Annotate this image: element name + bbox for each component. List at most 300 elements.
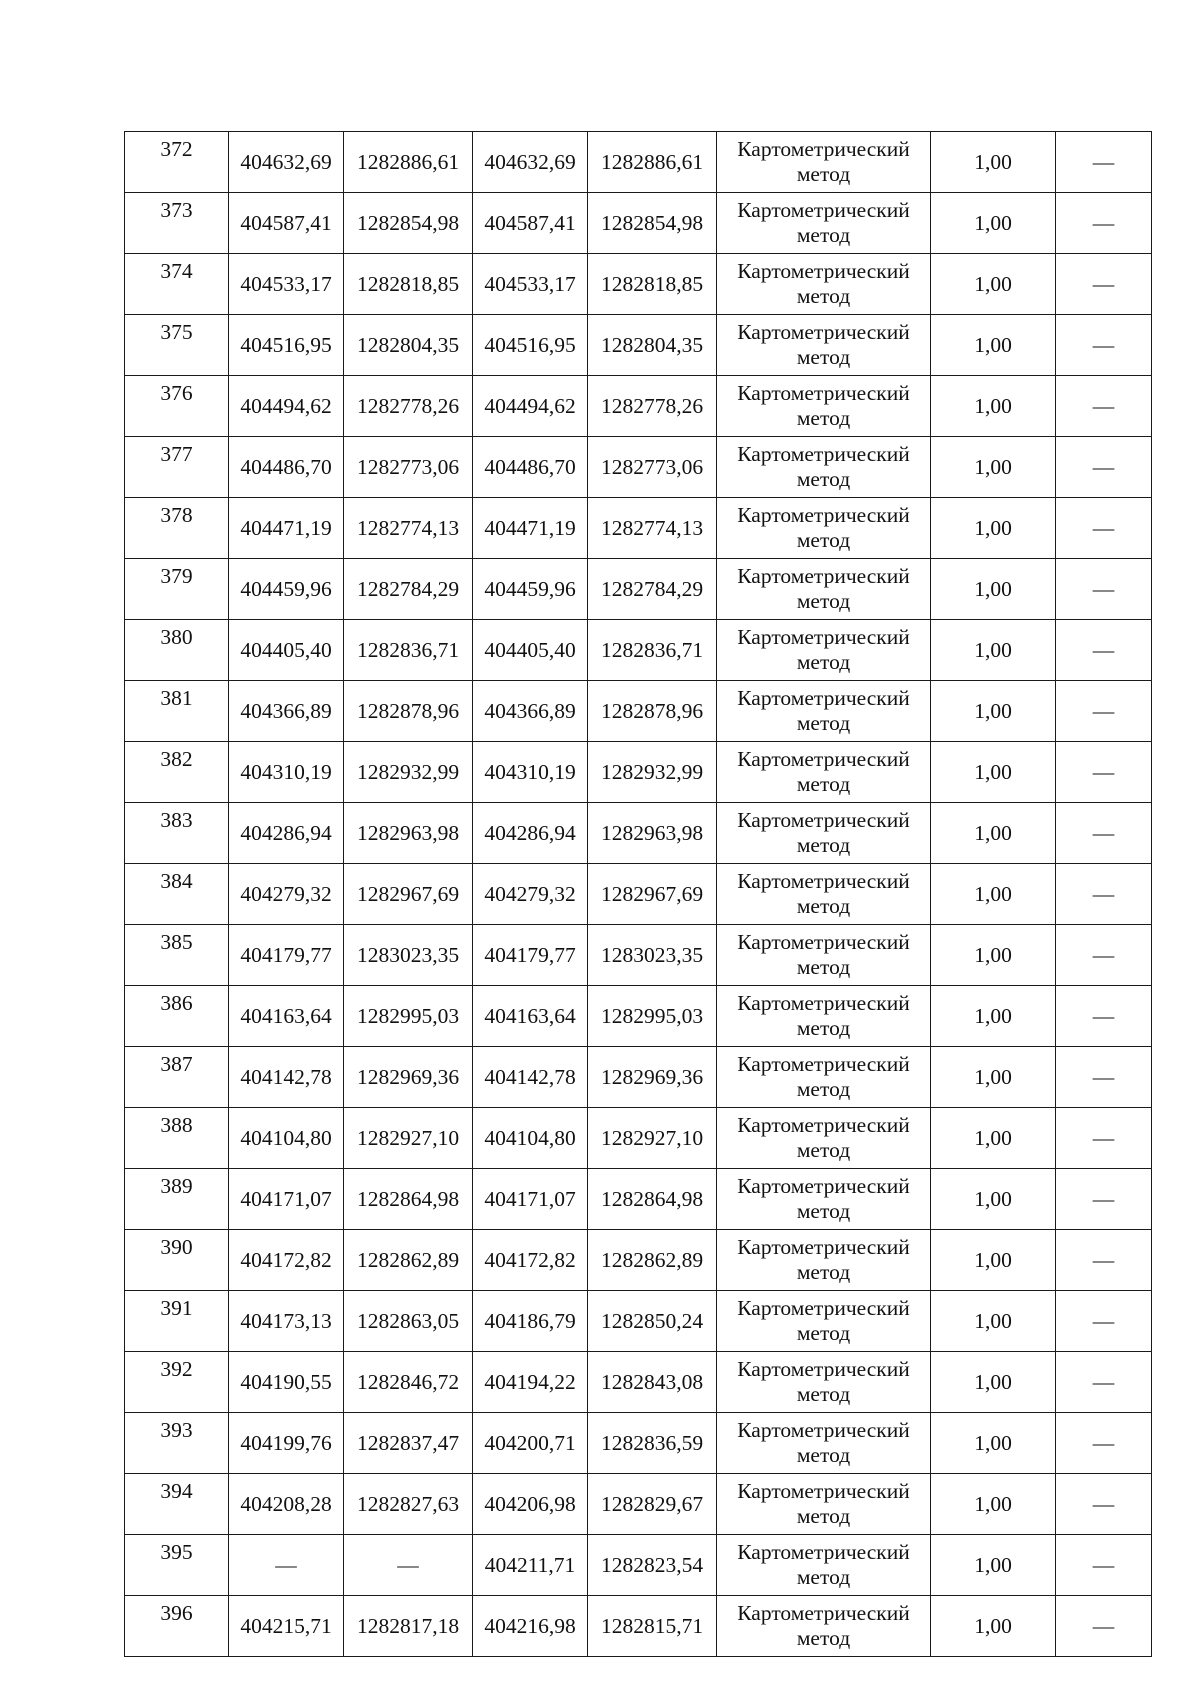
accuracy-cell: 1,00 — [931, 498, 1056, 559]
point-number-cell: 392 — [125, 1352, 229, 1413]
refined-y-cell: 1282878,96 — [588, 681, 717, 742]
existing-x-cell: 404179,77 — [229, 925, 344, 986]
method-cell — [717, 925, 931, 986]
existing-x-cell: 404163,64 — [229, 986, 344, 1047]
refined-x-cell: 404632,69 — [473, 132, 588, 193]
method-cell — [717, 681, 931, 742]
method-line-1: Картометрический — [737, 320, 910, 344]
accuracy-cell: 1,00 — [931, 620, 1056, 681]
method-line-1: Картометрический — [737, 869, 910, 893]
method-cell — [717, 1230, 931, 1291]
existing-x-cell: 404587,41 — [229, 193, 344, 254]
existing-y-cell: 1282804,35 — [344, 315, 473, 376]
refined-x-cell: 404186,79 — [473, 1291, 588, 1352]
table-row — [125, 1535, 1152, 1596]
table-row — [125, 1108, 1152, 1169]
existing-y-cell: 1282817,18 — [344, 1596, 473, 1657]
refined-y-cell: 1283023,35 — [588, 925, 717, 986]
refined-y-cell: 1282969,36 — [588, 1047, 717, 1108]
refined-x-cell: 404211,71 — [473, 1535, 588, 1596]
refined-x-cell: 404206,98 — [473, 1474, 588, 1535]
note-cell — [1056, 376, 1152, 437]
refined-x-cell: 404194,22 — [473, 1352, 588, 1413]
note-cell — [1056, 498, 1152, 559]
table-body — [125, 132, 1152, 1657]
refined-y-cell: 1282995,03 — [588, 986, 717, 1047]
method-line-2: метод — [796, 1016, 851, 1040]
existing-y-cell: 1282836,71 — [344, 620, 473, 681]
point-number-cell: 390 — [125, 1230, 229, 1291]
existing-x-cell: — — [229, 1535, 344, 1596]
refined-y-cell: 1282784,29 — [588, 559, 717, 620]
refined-x-cell: 404471,19 — [473, 498, 588, 559]
method-line-2: метод — [796, 1565, 851, 1589]
method-line-2: метод — [796, 1443, 851, 1467]
accuracy-cell: 1,00 — [931, 132, 1056, 193]
method-line-1: Картометрический — [737, 1540, 910, 1564]
method-line-2: метод — [796, 772, 851, 796]
note-value: — — [1092, 272, 1115, 296]
existing-x-cell: 404405,40 — [229, 620, 344, 681]
note-value: — — [1092, 821, 1115, 845]
existing-x-cell: 404486,70 — [229, 437, 344, 498]
accuracy-cell: 1,00 — [931, 1474, 1056, 1535]
method-cell — [717, 1291, 931, 1352]
note-value: — — [1092, 1370, 1115, 1394]
accuracy-cell: 1,00 — [931, 1291, 1056, 1352]
method-cell — [717, 193, 931, 254]
method-line-2: метод — [796, 528, 851, 552]
table-row — [125, 254, 1152, 315]
point-number-cell: 378 — [125, 498, 229, 559]
method-cell — [717, 1047, 931, 1108]
method-cell — [717, 1535, 931, 1596]
note-cell — [1056, 925, 1152, 986]
refined-y-cell: 1282823,54 — [588, 1535, 717, 1596]
point-number-cell: 382 — [125, 742, 229, 803]
accuracy-cell: 1,00 — [931, 864, 1056, 925]
refined-y-cell: 1282886,61 — [588, 132, 717, 193]
note-value: — — [1092, 211, 1115, 235]
refined-y-cell: 1282854,98 — [588, 193, 717, 254]
accuracy-cell: 1,00 — [931, 559, 1056, 620]
method-line-2: метод — [796, 589, 851, 613]
method-line-1: Картометрический — [737, 1174, 910, 1198]
table-row — [125, 986, 1152, 1047]
note-value: — — [1092, 882, 1115, 906]
method-line-2: метод — [796, 1260, 851, 1284]
refined-y-cell: 1282843,08 — [588, 1352, 717, 1413]
point-number-cell: 381 — [125, 681, 229, 742]
method-cell — [717, 498, 931, 559]
table-row — [125, 864, 1152, 925]
point-number-cell: 384 — [125, 864, 229, 925]
note-value: — — [1092, 1065, 1115, 1089]
method-line-1: Картометрический — [737, 1479, 910, 1503]
point-number-cell: 372 — [125, 132, 229, 193]
table-row — [125, 1169, 1152, 1230]
point-number-cell: 391 — [125, 1291, 229, 1352]
point-number-cell: 376 — [125, 376, 229, 437]
existing-y-cell: 1282778,26 — [344, 376, 473, 437]
note-cell — [1056, 1596, 1152, 1657]
note-value: — — [1092, 333, 1115, 357]
method-line-2: метод — [796, 223, 851, 247]
note-value: — — [1092, 455, 1115, 479]
method-cell — [717, 620, 931, 681]
note-cell — [1056, 193, 1152, 254]
existing-x-cell: 404494,62 — [229, 376, 344, 437]
existing-y-cell: 1282846,72 — [344, 1352, 473, 1413]
existing-x-cell: 404366,89 — [229, 681, 344, 742]
method-cell — [717, 437, 931, 498]
method-line-1: Картометрический — [737, 1418, 910, 1442]
refined-y-cell: 1282804,35 — [588, 315, 717, 376]
note-value: — — [1092, 699, 1115, 723]
existing-x-cell: 404279,32 — [229, 864, 344, 925]
refined-x-cell: 404587,41 — [473, 193, 588, 254]
method-line-1: Картометрический — [737, 625, 910, 649]
refined-x-cell: 404216,98 — [473, 1596, 588, 1657]
note-value: — — [1092, 1614, 1115, 1638]
existing-y-cell: 1282862,89 — [344, 1230, 473, 1291]
method-cell — [717, 1474, 931, 1535]
refined-x-cell: 404366,89 — [473, 681, 588, 742]
note-value: — — [1092, 1492, 1115, 1516]
method-cell — [717, 742, 931, 803]
point-number-cell: 396 — [125, 1596, 229, 1657]
existing-y-cell: 1282863,05 — [344, 1291, 473, 1352]
refined-x-cell: 404494,62 — [473, 376, 588, 437]
accuracy-cell: 1,00 — [931, 742, 1056, 803]
point-number-cell: 388 — [125, 1108, 229, 1169]
method-line-2: метод — [796, 711, 851, 735]
accuracy-cell: 1,00 — [931, 1596, 1056, 1657]
existing-y-cell: 1282995,03 — [344, 986, 473, 1047]
existing-y-cell: 1282886,61 — [344, 132, 473, 193]
method-line-1: Картометрический — [737, 991, 910, 1015]
refined-y-cell: 1282829,67 — [588, 1474, 717, 1535]
existing-y-cell: 1282773,06 — [344, 437, 473, 498]
refined-y-cell: 1282774,13 — [588, 498, 717, 559]
table-row — [125, 1413, 1152, 1474]
note-cell — [1056, 1352, 1152, 1413]
table-row — [125, 1596, 1152, 1657]
method-cell — [717, 986, 931, 1047]
method-line-1: Картометрический — [737, 1235, 910, 1259]
note-cell — [1056, 1108, 1152, 1169]
note-value: — — [1092, 638, 1115, 662]
method-line-2: метод — [796, 955, 851, 979]
point-number-cell: 379 — [125, 559, 229, 620]
existing-y-cell: 1282963,98 — [344, 803, 473, 864]
note-value: — — [1092, 577, 1115, 601]
note-cell — [1056, 1535, 1152, 1596]
existing-y-cell: 1282969,36 — [344, 1047, 473, 1108]
note-cell — [1056, 132, 1152, 193]
note-value: — — [1092, 1309, 1115, 1333]
existing-y-cell: 1282864,98 — [344, 1169, 473, 1230]
method-line-1: Картометрический — [737, 503, 910, 527]
method-line-1: Картометрический — [737, 198, 910, 222]
existing-y-cell: 1282878,96 — [344, 681, 473, 742]
refined-x-cell: 404533,17 — [473, 254, 588, 315]
existing-y-cell: 1282818,85 — [344, 254, 473, 315]
table-row — [125, 1352, 1152, 1413]
method-line-2: метод — [796, 1077, 851, 1101]
method-line-1: Картометрический — [737, 137, 910, 161]
accuracy-cell: 1,00 — [931, 254, 1056, 315]
method-line-2: метод — [796, 1199, 851, 1223]
table-row — [125, 803, 1152, 864]
method-cell — [717, 1596, 931, 1657]
coordinates-table — [124, 131, 1152, 1657]
existing-y-cell: 1282774,13 — [344, 498, 473, 559]
refined-y-cell: 1282927,10 — [588, 1108, 717, 1169]
existing-y-cell: 1283023,35 — [344, 925, 473, 986]
existing-x-cell: 404199,76 — [229, 1413, 344, 1474]
note-value: — — [1092, 1187, 1115, 1211]
refined-x-cell: 404142,78 — [473, 1047, 588, 1108]
existing-x-cell: 404208,28 — [229, 1474, 344, 1535]
note-cell — [1056, 742, 1152, 803]
accuracy-cell: 1,00 — [931, 1413, 1056, 1474]
accuracy-cell: 1,00 — [931, 437, 1056, 498]
existing-x-cell: 404310,19 — [229, 742, 344, 803]
refined-y-cell: 1282773,06 — [588, 437, 717, 498]
table-row — [125, 681, 1152, 742]
accuracy-cell: 1,00 — [931, 925, 1056, 986]
note-value: — — [1092, 1126, 1115, 1150]
point-number-cell: 394 — [125, 1474, 229, 1535]
existing-x-cell: 404471,19 — [229, 498, 344, 559]
accuracy-cell: 1,00 — [931, 986, 1056, 1047]
refined-x-cell: 404172,82 — [473, 1230, 588, 1291]
method-cell — [717, 864, 931, 925]
existing-x-cell: 404632,69 — [229, 132, 344, 193]
refined-y-cell: 1282778,26 — [588, 376, 717, 437]
note-cell — [1056, 620, 1152, 681]
method-cell — [717, 803, 931, 864]
existing-x-cell: 404533,17 — [229, 254, 344, 315]
note-value: — — [1092, 1248, 1115, 1272]
existing-x-cell: 404104,80 — [229, 1108, 344, 1169]
refined-x-cell: 404171,07 — [473, 1169, 588, 1230]
method-cell — [717, 132, 931, 193]
method-cell — [717, 1413, 931, 1474]
note-value: — — [1092, 394, 1115, 418]
accuracy-cell: 1,00 — [931, 193, 1056, 254]
method-cell — [717, 1169, 931, 1230]
refined-x-cell: 404486,70 — [473, 437, 588, 498]
note-cell — [1056, 986, 1152, 1047]
refined-x-cell: 404310,19 — [473, 742, 588, 803]
note-value: — — [1092, 943, 1115, 967]
refined-y-cell: 1282850,24 — [588, 1291, 717, 1352]
existing-x-cell: 404286,94 — [229, 803, 344, 864]
method-line-1: Картометрический — [737, 747, 910, 771]
method-line-2: метод — [796, 406, 851, 430]
table-row — [125, 315, 1152, 376]
method-cell — [717, 1352, 931, 1413]
table-row — [125, 1474, 1152, 1535]
existing-y-cell: 1282827,63 — [344, 1474, 473, 1535]
existing-x-cell: 404142,78 — [229, 1047, 344, 1108]
refined-x-cell: 404104,80 — [473, 1108, 588, 1169]
refined-x-cell: 404405,40 — [473, 620, 588, 681]
note-cell — [1056, 254, 1152, 315]
existing-y-cell: 1282854,98 — [344, 193, 473, 254]
refined-x-cell: 404163,64 — [473, 986, 588, 1047]
method-line-1: Картометрический — [737, 564, 910, 588]
point-number-cell: 387 — [125, 1047, 229, 1108]
refined-y-cell: 1282818,85 — [588, 254, 717, 315]
method-cell — [717, 254, 931, 315]
accuracy-cell: 1,00 — [931, 376, 1056, 437]
note-cell — [1056, 681, 1152, 742]
point-number-cell: 374 — [125, 254, 229, 315]
method-line-1: Картометрический — [737, 1052, 910, 1076]
note-cell — [1056, 803, 1152, 864]
table-row — [125, 193, 1152, 254]
method-line-2: метод — [796, 1382, 851, 1406]
existing-x-cell: 404172,82 — [229, 1230, 344, 1291]
note-cell — [1056, 1047, 1152, 1108]
refined-x-cell: 404279,32 — [473, 864, 588, 925]
note-value: — — [1092, 1431, 1115, 1455]
note-cell — [1056, 1291, 1152, 1352]
refined-x-cell: 404459,96 — [473, 559, 588, 620]
point-number-cell: 377 — [125, 437, 229, 498]
existing-x-cell: 404215,71 — [229, 1596, 344, 1657]
point-number-cell: 375 — [125, 315, 229, 376]
method-line-1: Картометрический — [737, 381, 910, 405]
accuracy-cell: 1,00 — [931, 1169, 1056, 1230]
refined-y-cell: 1282967,69 — [588, 864, 717, 925]
refined-y-cell: 1282932,99 — [588, 742, 717, 803]
table-row — [125, 376, 1152, 437]
refined-y-cell: 1282815,71 — [588, 1596, 717, 1657]
table-row — [125, 437, 1152, 498]
note-value: — — [1092, 1004, 1115, 1028]
existing-x-cell: 404173,13 — [229, 1291, 344, 1352]
note-cell — [1056, 315, 1152, 376]
existing-y-cell: 1282967,69 — [344, 864, 473, 925]
note-value: — — [1092, 1553, 1115, 1577]
table-row — [125, 559, 1152, 620]
existing-x-cell: 404190,55 — [229, 1352, 344, 1413]
method-line-2: метод — [796, 162, 851, 186]
method-line-1: Картометрический — [737, 259, 910, 283]
refined-x-cell: 404516,95 — [473, 315, 588, 376]
accuracy-cell: 1,00 — [931, 315, 1056, 376]
refined-y-cell: 1282963,98 — [588, 803, 717, 864]
method-line-2: метод — [796, 894, 851, 918]
table-row — [125, 620, 1152, 681]
existing-y-cell: 1282784,29 — [344, 559, 473, 620]
method-line-2: метод — [796, 1321, 851, 1345]
refined-x-cell: 404200,71 — [473, 1413, 588, 1474]
note-value: — — [1092, 150, 1115, 174]
method-line-2: метод — [796, 1138, 851, 1162]
note-cell — [1056, 1230, 1152, 1291]
method-line-2: метод — [796, 284, 851, 308]
point-number-cell: 393 — [125, 1413, 229, 1474]
note-value: — — [1092, 760, 1115, 784]
method-cell — [717, 559, 931, 620]
method-line-1: Картометрический — [737, 1296, 910, 1320]
method-line-1: Картометрический — [737, 1113, 910, 1137]
point-number-cell: 395 — [125, 1535, 229, 1596]
refined-x-cell: 404286,94 — [473, 803, 588, 864]
method-cell — [717, 376, 931, 437]
method-cell — [717, 315, 931, 376]
method-line-2: метод — [796, 345, 851, 369]
table-row — [125, 1230, 1152, 1291]
note-value: — — [1092, 516, 1115, 540]
refined-y-cell: 1282836,71 — [588, 620, 717, 681]
method-cell — [717, 1108, 931, 1169]
method-line-1: Картометрический — [737, 442, 910, 466]
existing-y-cell: 1282837,47 — [344, 1413, 473, 1474]
existing-y-cell: — — [344, 1535, 473, 1596]
point-number-cell: 389 — [125, 1169, 229, 1230]
refined-y-cell: 1282836,59 — [588, 1413, 717, 1474]
method-line-1: Картометрический — [737, 808, 910, 832]
refined-y-cell: 1282862,89 — [588, 1230, 717, 1291]
method-line-1: Картометрический — [737, 1357, 910, 1381]
table-row — [125, 132, 1152, 193]
accuracy-cell: 1,00 — [931, 1535, 1056, 1596]
refined-y-cell: 1282864,98 — [588, 1169, 717, 1230]
accuracy-cell: 1,00 — [931, 1047, 1056, 1108]
table-row — [125, 1047, 1152, 1108]
existing-x-cell: 404171,07 — [229, 1169, 344, 1230]
accuracy-cell: 1,00 — [931, 803, 1056, 864]
existing-x-cell: 404459,96 — [229, 559, 344, 620]
note-cell — [1056, 1413, 1152, 1474]
point-number-cell: 380 — [125, 620, 229, 681]
method-line-2: метод — [796, 650, 851, 674]
accuracy-cell: 1,00 — [931, 681, 1056, 742]
accuracy-cell: 1,00 — [931, 1108, 1056, 1169]
note-cell — [1056, 1474, 1152, 1535]
method-line-2: метод — [796, 1626, 851, 1650]
note-cell — [1056, 559, 1152, 620]
table-row — [125, 742, 1152, 803]
table-row — [125, 925, 1152, 986]
accuracy-cell: 1,00 — [931, 1230, 1056, 1291]
point-number-cell: 386 — [125, 986, 229, 1047]
method-line-2: метод — [796, 467, 851, 491]
method-line-1: Картометрический — [737, 1601, 910, 1625]
table-row — [125, 1291, 1152, 1352]
note-cell — [1056, 437, 1152, 498]
point-number-cell: 373 — [125, 193, 229, 254]
refined-x-cell: 404179,77 — [473, 925, 588, 986]
note-cell — [1056, 1169, 1152, 1230]
method-line-2: метод — [796, 833, 851, 857]
existing-y-cell: 1282927,10 — [344, 1108, 473, 1169]
method-line-1: Картометрический — [737, 686, 910, 710]
note-cell — [1056, 864, 1152, 925]
point-number-cell: 385 — [125, 925, 229, 986]
method-line-2: метод — [796, 1504, 851, 1528]
method-line-1: Картометрический — [737, 930, 910, 954]
accuracy-cell: 1,00 — [931, 1352, 1056, 1413]
existing-y-cell: 1282932,99 — [344, 742, 473, 803]
point-number-cell: 383 — [125, 803, 229, 864]
